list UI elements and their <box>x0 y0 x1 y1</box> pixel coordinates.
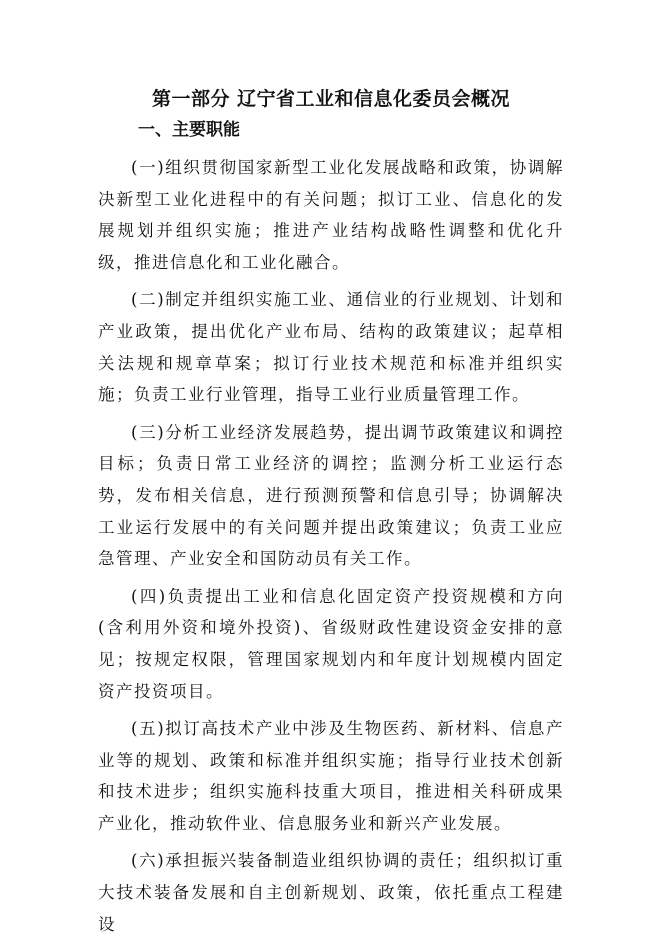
section-heading: 一、主要职能 <box>138 120 240 140</box>
paragraph-3: (三)分析工业经济发展趋势，提出调节政策建议和调控目标；负责日常工业经济的调控；监测分析工业运行态势，发布相关信息，进行预测预警和信息引导；协调解决工业运行发展中的有关问题并提出政策建议；负责工业应急管理、产业安全和国防动员有关工作。 <box>98 422 564 569</box>
paragraph-5: (五)拟订高技术产业中涉及生物医药、新材料、信息产业等的规划、政策和标准并组织实施；指导行业技术创新和技术进步；组织实施科技重大项目，推进相关科研成果产业化，推动软件业、信息服务业和新兴产业发展。 <box>98 719 564 833</box>
document-page <box>98 86 564 946</box>
paragraph-2: (二)制定并组织实施工业、通信业的行业规划、计划和产业政策，提出优化产业布局、结构的政策建议；起草相关法规和规章草案；拟订行业技术规范和标准并组织实施；负责工业行业管理，指导工业行业质量管理工作。 <box>98 290 564 405</box>
paragraph-1: (一)组织贯彻国家新型工业化发展战略和政策，协调解决新型工业化进程中的有关问题；拟订工业、信息化的发展规划并组织实施；推进产业结构战略性调整和优化升级，推进信息化和工业化融合。 <box>98 158 564 272</box>
paragraph-6: (六)承担振兴装备制造业组织协调的责任；组织拟订重大技术装备发展和自主创新规划、政策，依托重点工程建设 <box>98 851 564 934</box>
paragraph-4: (四)负责提出工业和信息化固定资产投资规模和方向(含利用外资和境外投资)、省级财政性建设资金安排的意见；按规定权限，管理国家规划内和年度计划规模内固定资产投资项目。 <box>98 586 564 701</box>
page-title: 第一部分 辽宁省工业和信息化委员会概况 <box>151 88 511 110</box>
